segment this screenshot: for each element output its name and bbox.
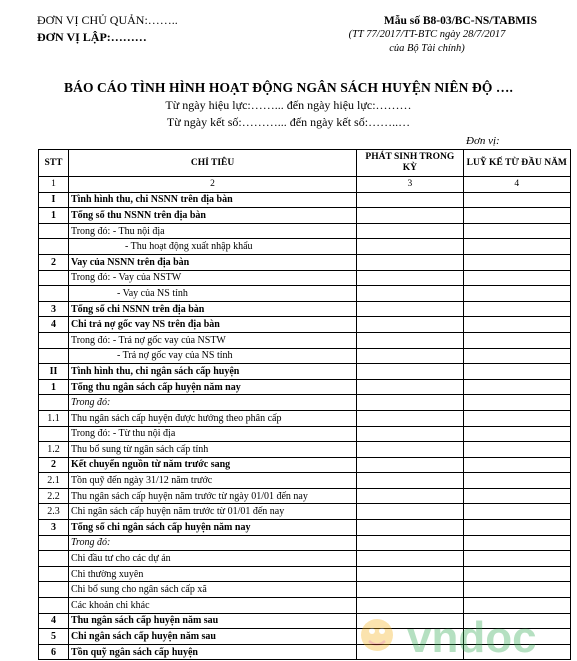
row-stt: 4 bbox=[39, 613, 69, 629]
table-row bbox=[39, 332, 571, 348]
row-stt: 3 bbox=[39, 301, 69, 317]
table-row bbox=[39, 208, 571, 224]
row-ytd-amount bbox=[463, 504, 570, 520]
table-row bbox=[39, 582, 571, 598]
row-period-amount bbox=[357, 379, 463, 395]
row-stt: I bbox=[39, 192, 69, 208]
row-period-amount bbox=[357, 426, 463, 442]
row-indicator: Tổng thu ngân sách cấp huyện năm nay bbox=[68, 379, 356, 395]
row-indicator: Chi đầu tư cho các dự án bbox=[68, 551, 356, 567]
table-row bbox=[39, 270, 571, 286]
col-number: 1 bbox=[39, 177, 69, 193]
row-indicator: Tổng số chi NSNN trên địa bàn bbox=[68, 301, 356, 317]
row-period-amount bbox=[357, 457, 463, 473]
row-ytd-amount bbox=[463, 410, 570, 426]
row-stt bbox=[39, 395, 69, 411]
mascot-icon bbox=[361, 619, 393, 651]
watermark-text: vndoc bbox=[407, 613, 537, 661]
row-indicator: Trong đó: bbox=[68, 395, 356, 411]
row-indicator: Tình hình thu, chi ngân sách cấp huyện bbox=[68, 364, 356, 380]
row-period-amount bbox=[357, 286, 463, 302]
row-indicator: Kết chuyển nguồn từ năm trước sang bbox=[68, 457, 356, 473]
row-ytd-amount bbox=[463, 566, 570, 582]
row-ytd-amount bbox=[463, 473, 570, 489]
row-period-amount bbox=[357, 254, 463, 270]
row-indicator: - Vay của NS tỉnh bbox=[68, 286, 356, 302]
row-ytd-amount bbox=[463, 348, 570, 364]
row-indicator: Trong đó: - Trả nợ gốc vay của NSTW bbox=[68, 332, 356, 348]
row-stt: II bbox=[39, 364, 69, 380]
row-ytd-amount bbox=[463, 364, 570, 380]
parent-unit-label: ĐƠN VỊ CHỦ QUẢN:…….. bbox=[37, 13, 178, 27]
table-row bbox=[39, 379, 571, 395]
table-row bbox=[39, 317, 571, 333]
row-period-amount bbox=[357, 582, 463, 598]
table-row bbox=[39, 551, 571, 567]
row-indicator: Trong đó: - Từ thu nội địa bbox=[68, 426, 356, 442]
row-stt: 3 bbox=[39, 520, 69, 536]
legal-reference: (TT 77/2017/TT-BTC ngày 28/7/2017 bbox=[348, 29, 506, 40]
row-period-amount bbox=[357, 223, 463, 239]
row-indicator: Tổng số thu NSNN trên địa bàn bbox=[68, 208, 356, 224]
row-period-amount bbox=[357, 192, 463, 208]
header-indicator: CHỈ TIÊU bbox=[68, 150, 356, 177]
col-number: 3 bbox=[357, 177, 463, 193]
table-row bbox=[39, 426, 571, 442]
row-indicator: Thu ngân sách cấp huyện năm trước từ ngày 01/01 đến nay bbox=[68, 488, 356, 504]
row-ytd-amount bbox=[463, 488, 570, 504]
row-ytd-amount bbox=[463, 379, 570, 395]
table-row bbox=[39, 239, 571, 255]
report-title: BÁO CÁO TÌNH HÌNH HOẠT ĐỘNG NGÂN SÁCH HUYỆN NIÊN ĐỘ …. bbox=[64, 80, 513, 95]
row-period-amount bbox=[357, 208, 463, 224]
row-stt bbox=[39, 239, 69, 255]
table-row bbox=[39, 301, 571, 317]
row-ytd-amount bbox=[463, 332, 570, 348]
row-stt bbox=[39, 332, 69, 348]
table-row bbox=[39, 566, 571, 582]
row-stt: 2 bbox=[39, 457, 69, 473]
row-period-amount bbox=[357, 473, 463, 489]
header-period-amount: PHÁT SINH TRONG KỲ bbox=[357, 150, 463, 177]
row-indicator: Trong đó: bbox=[68, 535, 356, 551]
table-row bbox=[39, 395, 571, 411]
row-stt bbox=[39, 286, 69, 302]
row-stt: 1 bbox=[39, 208, 69, 224]
table-row bbox=[39, 473, 571, 489]
row-ytd-amount bbox=[463, 223, 570, 239]
table-row bbox=[39, 223, 571, 239]
table-row bbox=[39, 504, 571, 520]
row-period-amount bbox=[357, 395, 463, 411]
row-indicator: Thu ngân sách cấp huyện được hưởng theo phân cấp bbox=[68, 410, 356, 426]
row-stt: 1.1 bbox=[39, 410, 69, 426]
reporting-unit-label: ĐƠN VỊ LẬP:……… bbox=[37, 30, 147, 44]
row-stt bbox=[39, 582, 69, 598]
header-stt: STT bbox=[39, 150, 69, 177]
row-stt: 2 bbox=[39, 254, 69, 270]
effective-period: Từ ngày hiệu lực:……... đến ngày hiệu lực:……… bbox=[165, 98, 412, 112]
row-ytd-amount bbox=[463, 551, 570, 567]
row-period-amount bbox=[357, 301, 463, 317]
row-stt: 1 bbox=[39, 379, 69, 395]
row-stt: 5 bbox=[39, 629, 69, 645]
row-period-amount bbox=[357, 442, 463, 458]
unit-label: Đơn vị: bbox=[466, 135, 500, 147]
row-ytd-amount bbox=[463, 582, 570, 598]
row-indicator: Các khoản chi khác bbox=[68, 598, 356, 614]
row-indicator: Vay của NSNN trên địa bàn bbox=[68, 254, 356, 270]
row-ytd-amount bbox=[463, 520, 570, 536]
row-ytd-amount bbox=[463, 395, 570, 411]
row-stt bbox=[39, 426, 69, 442]
row-indicator: Tổng số chi ngân sách cấp huyện năm nay bbox=[68, 520, 356, 536]
row-stt: 1.2 bbox=[39, 442, 69, 458]
row-stt bbox=[39, 566, 69, 582]
row-stt bbox=[39, 551, 69, 567]
row-indicator: Chi bổ sung cho ngân sách cấp xã bbox=[68, 582, 356, 598]
col-number: 2 bbox=[68, 177, 356, 193]
row-stt bbox=[39, 598, 69, 614]
row-stt bbox=[39, 223, 69, 239]
table-row bbox=[39, 535, 571, 551]
row-period-amount bbox=[357, 535, 463, 551]
row-ytd-amount bbox=[463, 286, 570, 302]
row-period-amount bbox=[357, 317, 463, 333]
row-stt bbox=[39, 535, 69, 551]
row-stt bbox=[39, 348, 69, 364]
row-ytd-amount bbox=[463, 192, 570, 208]
row-indicator: Tình hình thu, chi NSNN trên địa bàn bbox=[68, 192, 356, 208]
row-indicator: Chi trả nợ gốc vay NS trên địa bàn bbox=[68, 317, 356, 333]
row-indicator: Chi thường xuyên bbox=[68, 566, 356, 582]
row-ytd-amount bbox=[463, 208, 570, 224]
row-indicator: - Trả nợ gốc vay của NS tỉnh bbox=[68, 348, 356, 364]
row-period-amount bbox=[357, 488, 463, 504]
row-stt: 2.3 bbox=[39, 504, 69, 520]
row-period-amount bbox=[357, 332, 463, 348]
row-ytd-amount bbox=[463, 535, 570, 551]
form-number: Mẫu số B8-03/BC-NS/TABMIS bbox=[383, 15, 537, 27]
table-row bbox=[39, 364, 571, 380]
row-period-amount bbox=[357, 504, 463, 520]
row-period-amount bbox=[357, 364, 463, 380]
col-number: 4 bbox=[463, 177, 570, 193]
row-ytd-amount bbox=[463, 239, 570, 255]
table-row bbox=[39, 192, 571, 208]
row-indicator: Chi ngân sách cấp huyện năm trước từ 01/01 đến nay bbox=[68, 504, 356, 520]
row-indicator: Chi ngân sách cấp huyện năm sau bbox=[68, 629, 356, 645]
header-ytd-amount: LUỸ KẾ TỪ ĐẦU NĂM bbox=[463, 150, 570, 177]
row-stt: 4 bbox=[39, 317, 69, 333]
table-row bbox=[39, 442, 571, 458]
table-row bbox=[39, 488, 571, 504]
table-row bbox=[39, 457, 571, 473]
row-ytd-amount bbox=[463, 270, 570, 286]
row-period-amount bbox=[357, 566, 463, 582]
table-row bbox=[39, 286, 571, 302]
issuing-authority: của Bộ Tài chính) bbox=[389, 43, 465, 54]
row-ytd-amount bbox=[463, 457, 570, 473]
budget-report-table bbox=[38, 149, 571, 660]
row-ytd-amount bbox=[463, 442, 570, 458]
table-row bbox=[39, 254, 571, 270]
reporting-units bbox=[37, 12, 178, 46]
row-period-amount bbox=[357, 239, 463, 255]
form-reference bbox=[317, 14, 537, 56]
vndoc-watermark-logo bbox=[355, 608, 577, 661]
row-ytd-amount bbox=[463, 426, 570, 442]
row-ytd-amount bbox=[463, 301, 570, 317]
row-indicator: - Thu hoạt động xuất nhập khẩu bbox=[68, 239, 356, 255]
table-row bbox=[39, 410, 571, 426]
row-indicator: Tồn quỹ đến ngày 31/12 năm trước bbox=[68, 473, 356, 489]
row-indicator: Thu ngân sách cấp huyện năm sau bbox=[68, 613, 356, 629]
row-ytd-amount bbox=[463, 254, 570, 270]
row-period-amount bbox=[357, 410, 463, 426]
row-indicator: Trong đó: - Vay của NSTW bbox=[68, 270, 356, 286]
posting-period: Từ ngày kết số:………... đến ngày kết số:……..… bbox=[166, 115, 411, 129]
row-period-amount bbox=[357, 348, 463, 364]
row-stt: 2.1 bbox=[39, 473, 69, 489]
table-row bbox=[39, 348, 571, 364]
row-stt: 6 bbox=[39, 644, 69, 660]
table-row bbox=[39, 520, 571, 536]
row-period-amount bbox=[357, 520, 463, 536]
row-stt bbox=[39, 270, 69, 286]
row-stt: 2.2 bbox=[39, 488, 69, 504]
row-indicator: Trong đó: - Thu nội địa bbox=[68, 223, 356, 239]
row-period-amount bbox=[357, 551, 463, 567]
row-period-amount bbox=[357, 270, 463, 286]
row-indicator: Thu bổ sung từ ngân sách cấp tỉnh bbox=[68, 442, 356, 458]
row-ytd-amount bbox=[463, 317, 570, 333]
row-indicator: Tồn quỹ ngân sách cấp huyện bbox=[68, 644, 356, 660]
